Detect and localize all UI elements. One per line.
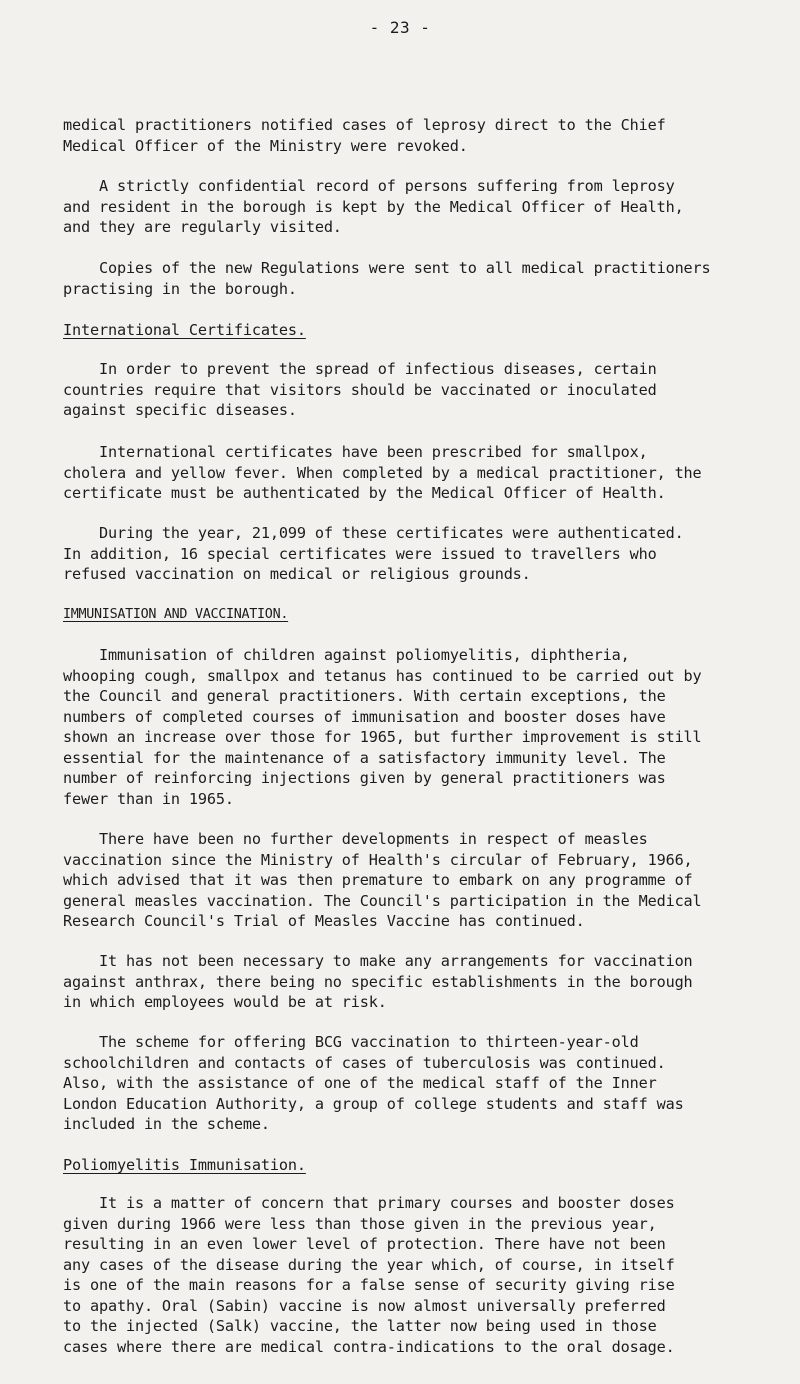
heading-poliomyelitis-immunisation: Poliomyelitis Immunisation. xyxy=(63,1156,306,1174)
paragraph-leprosy-notification: medical practitioners notified cases of leprosy direct to the Chief Medical Officer of the Ministry were revoked. xyxy=(63,116,666,155)
paragraph-leprosy-record: A strictly confidential record of persons suffering from leprosy and resident in the borough is kept by the Medical Officer of Health, and they are regularly visited. xyxy=(63,177,684,236)
paragraph-measles-vaccination: There have been no further developments in respect of measles vaccination since the Ministry of Health's circular of February, 1966, which advised that it was then premature to embark on any programme of general measles vaccination. The Council's participation in the Medical Research Council's Trial of Measles Vaccine has continued. xyxy=(63,830,702,930)
heading-international-certificates: International Certificates. xyxy=(63,321,306,339)
page-number: - 23 - xyxy=(369,18,431,37)
paragraph-infectious-diseases: In order to prevent the spread of infectious diseases, certain countries require that visitors should be vaccinated or inoculated against specific diseases. xyxy=(63,360,657,419)
paragraph-certificates-authenticated: During the year, 21,099 of these certificates were authenticated. In addition, 16 special certificates were issued to travellers who refused vaccination on medical or religious grounds. xyxy=(63,524,684,583)
paragraph-polio-concern: It is a matter of concern that primary courses and booster doses given during 1966 were less than those given in the previous year, resulting in an even lower level of protection. There have not been any cases of the disease during the year which, of course, in itself is one of the main reasons for a false sense of security giving rise to apathy. Oral (Sabin) vaccine is now almost universally preferred to the injected (Salk) vaccine, the latter now being used in those cases where there are medical contra-indications to the oral dosage. xyxy=(63,1194,675,1356)
heading-immunisation-vaccination: IMMUNISATION AND VACCINATION. xyxy=(63,607,289,622)
paragraph-certificates-prescribed: International certificates have been prescribed for smallpox, cholera and yellow fever. When completed by a medical practitioner, the certificate must be authenticated by the Medical Officer of Health. xyxy=(63,443,702,502)
paragraph-bcg-vaccination: The scheme for offering BCG vaccination to thirteen-year-old schoolchildren and contacts of cases of tuberculosis was continued. Also, with the assistance of one of the medical staff of the Inner London Education Authority, a group of college students and staff was included in the scheme. xyxy=(63,1033,684,1133)
paragraph-regulations-copies: Copies of the new Regulations were sent to all medical practitioners practising in the borough. xyxy=(63,259,711,298)
paragraph-anthrax: It has not been necessary to make any arrangements for vaccination against anthrax, there being no specific establishments in the borough in which employees would be at risk. xyxy=(63,952,693,1011)
paragraph-immunisation-children: Immunisation of children against poliomyelitis, diphtheria, whooping cough, smallpox and tetanus has continued to be carried out by the Council and general practitioners. With certain exceptions, the numbers of completed courses of immunisation and booster doses have shown an increase over those for 1965, but further improvement is still essential for the maintenance of a satisfactory immunity level. The number of reinforcing injections given by general practitioners was fewer than in 1965. xyxy=(63,646,702,808)
